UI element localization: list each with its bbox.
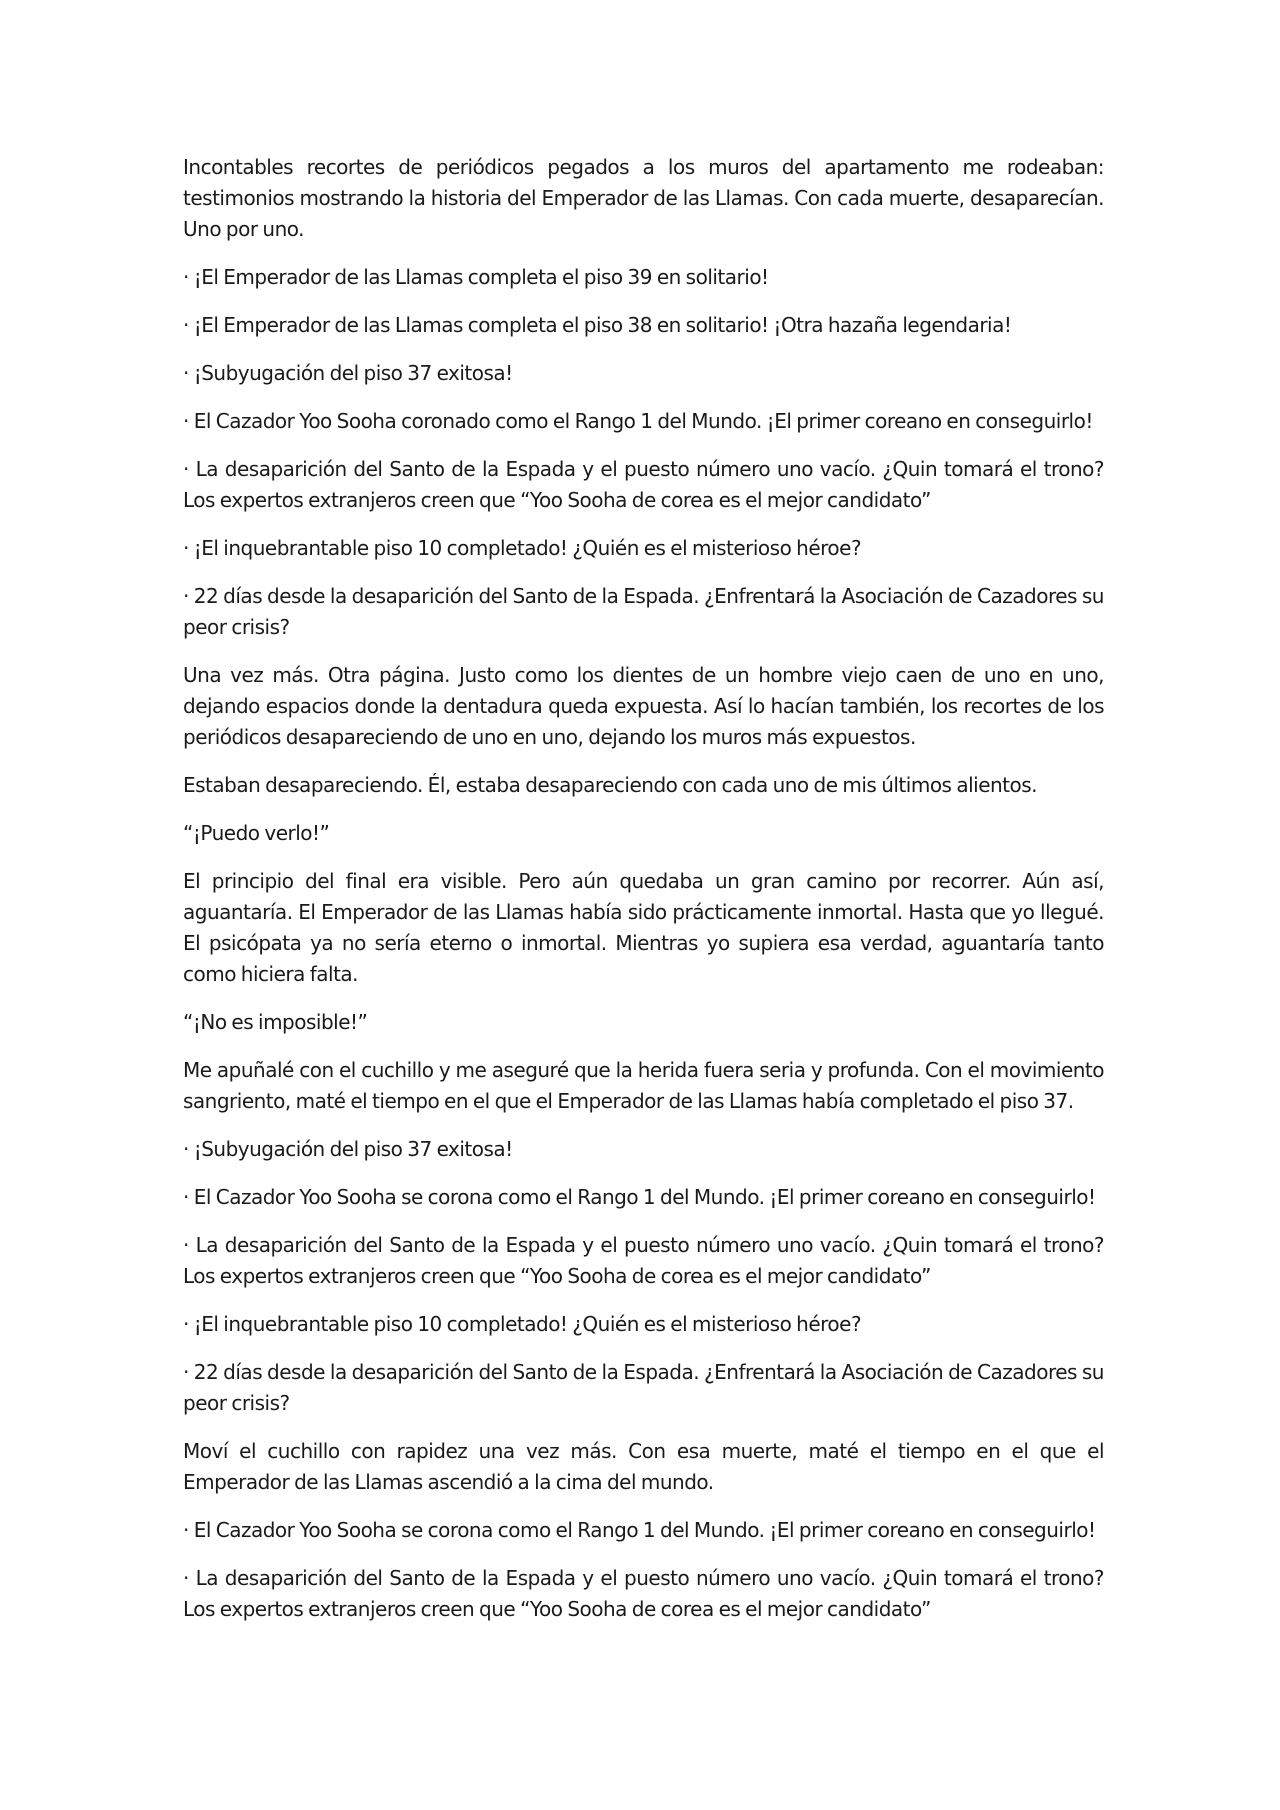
paragraph-intro: Incontables recortes de periódicos pegados a los muros del apartamento me rodeaban: testimonios mostrando la historia del Emperador de las Llamas. Con cada muerte, desaparecían. Uno por uno. <box>183 155 1104 241</box>
headline-item: · El Cazador Yoo Sooha se corona como el Rango 1 del Mundo. ¡El primer coreano en conseguirlo! <box>183 1518 1096 1542</box>
headline-item: · ¡Subyugación del piso 37 exitosa! <box>183 361 513 385</box>
paragraph: El principio del final era visible. Pero aún quedaba un gran camino por recorrer. Aún así, aguantaría. El Emperador de las Llamas había sido prácticamente inmortal. Hasta que yo llegué. El psicópata ya no sería eterno o inmortal. Mientras yo supiera esa verdad, aguantaría tanto como hiciera falta. <box>183 869 1104 986</box>
headline-item: · 22 días desde la desaparición del Santo de la Espada. ¿Enfrentará la Asociación de Cazadores su peor crisis? <box>183 1360 1104 1415</box>
headline-item: · ¡El inquebrantable piso 10 completado! ¿Quién es el misterioso héroe? <box>183 536 862 560</box>
headline-item: · La desaparición del Santo de la Espada y el puesto número uno vacío. ¿Quin tomará el trono? Los expertos extranjeros creen que “Yoo Sooha de corea es el mejor candidato” <box>183 1566 1104 1621</box>
headline-item: · ¡El Emperador de las Llamas completa el piso 38 en solitario! ¡Otra hazaña legendaria! <box>183 313 1012 337</box>
dialogue-line: “¡No es imposible!” <box>183 1010 368 1034</box>
paragraph: Una vez más. Otra página. Justo como los dientes de un hombre viejo caen de uno en uno, dejando espacios donde la dentadura queda expuesta. Así lo hacían también, los recortes de los periódicos desapareciendo de uno en uno, dejando los muros más expuestos. <box>183 663 1104 749</box>
headline-item: · El Cazador Yoo Sooha coronado como el Rango 1 del Mundo. ¡El primer coreano en conseguirlo! <box>183 409 1093 433</box>
headline-item: · La desaparición del Santo de la Espada y el puesto número uno vacío. ¿Quin tomará el trono? Los expertos extranjeros creen que “Yoo Sooha de corea es el mejor candidato” <box>183 1233 1104 1288</box>
headline-item: · ¡El inquebrantable piso 10 completado! ¿Quién es el misterioso héroe? <box>183 1312 862 1336</box>
headline-item: · ¡El Emperador de las Llamas completa el piso 39 en solitario! <box>183 265 769 289</box>
document-body <box>183 152 1104 1642</box>
paragraph: Me apuñalé con el cuchillo y me aseguré que la herida fuera seria y profunda. Con el movimiento sangriento, maté el tiempo en el que el Emperador de las Llamas había completado el piso 37. <box>183 1058 1104 1113</box>
headline-item: · ¡Subyugación del piso 37 exitosa! <box>183 1137 513 1161</box>
paragraph: Moví el cuchillo con rapidez una vez más. Con esa muerte, maté el tiempo en el que el Emperador de las Llamas ascendió a la cima del mundo. <box>183 1439 1104 1494</box>
dialogue-line: “¡Puedo verlo!” <box>183 821 330 845</box>
headline-item: · 22 días desde la desaparición del Santo de la Espada. ¿Enfrentará la Asociación de Cazadores su peor crisis? <box>183 584 1104 639</box>
headline-item: · La desaparición del Santo de la Espada y el puesto número uno vacío. ¿Quin tomará el trono? Los expertos extranjeros creen que “Yoo Sooha de corea es el mejor candidato” <box>183 457 1104 512</box>
paragraph: Estaban desapareciendo. Él, estaba desapareciendo con cada uno de mis últimos alientos. <box>183 773 1038 797</box>
headline-item: · El Cazador Yoo Sooha se corona como el Rango 1 del Mundo. ¡El primer coreano en conseguirlo! <box>183 1185 1096 1209</box>
